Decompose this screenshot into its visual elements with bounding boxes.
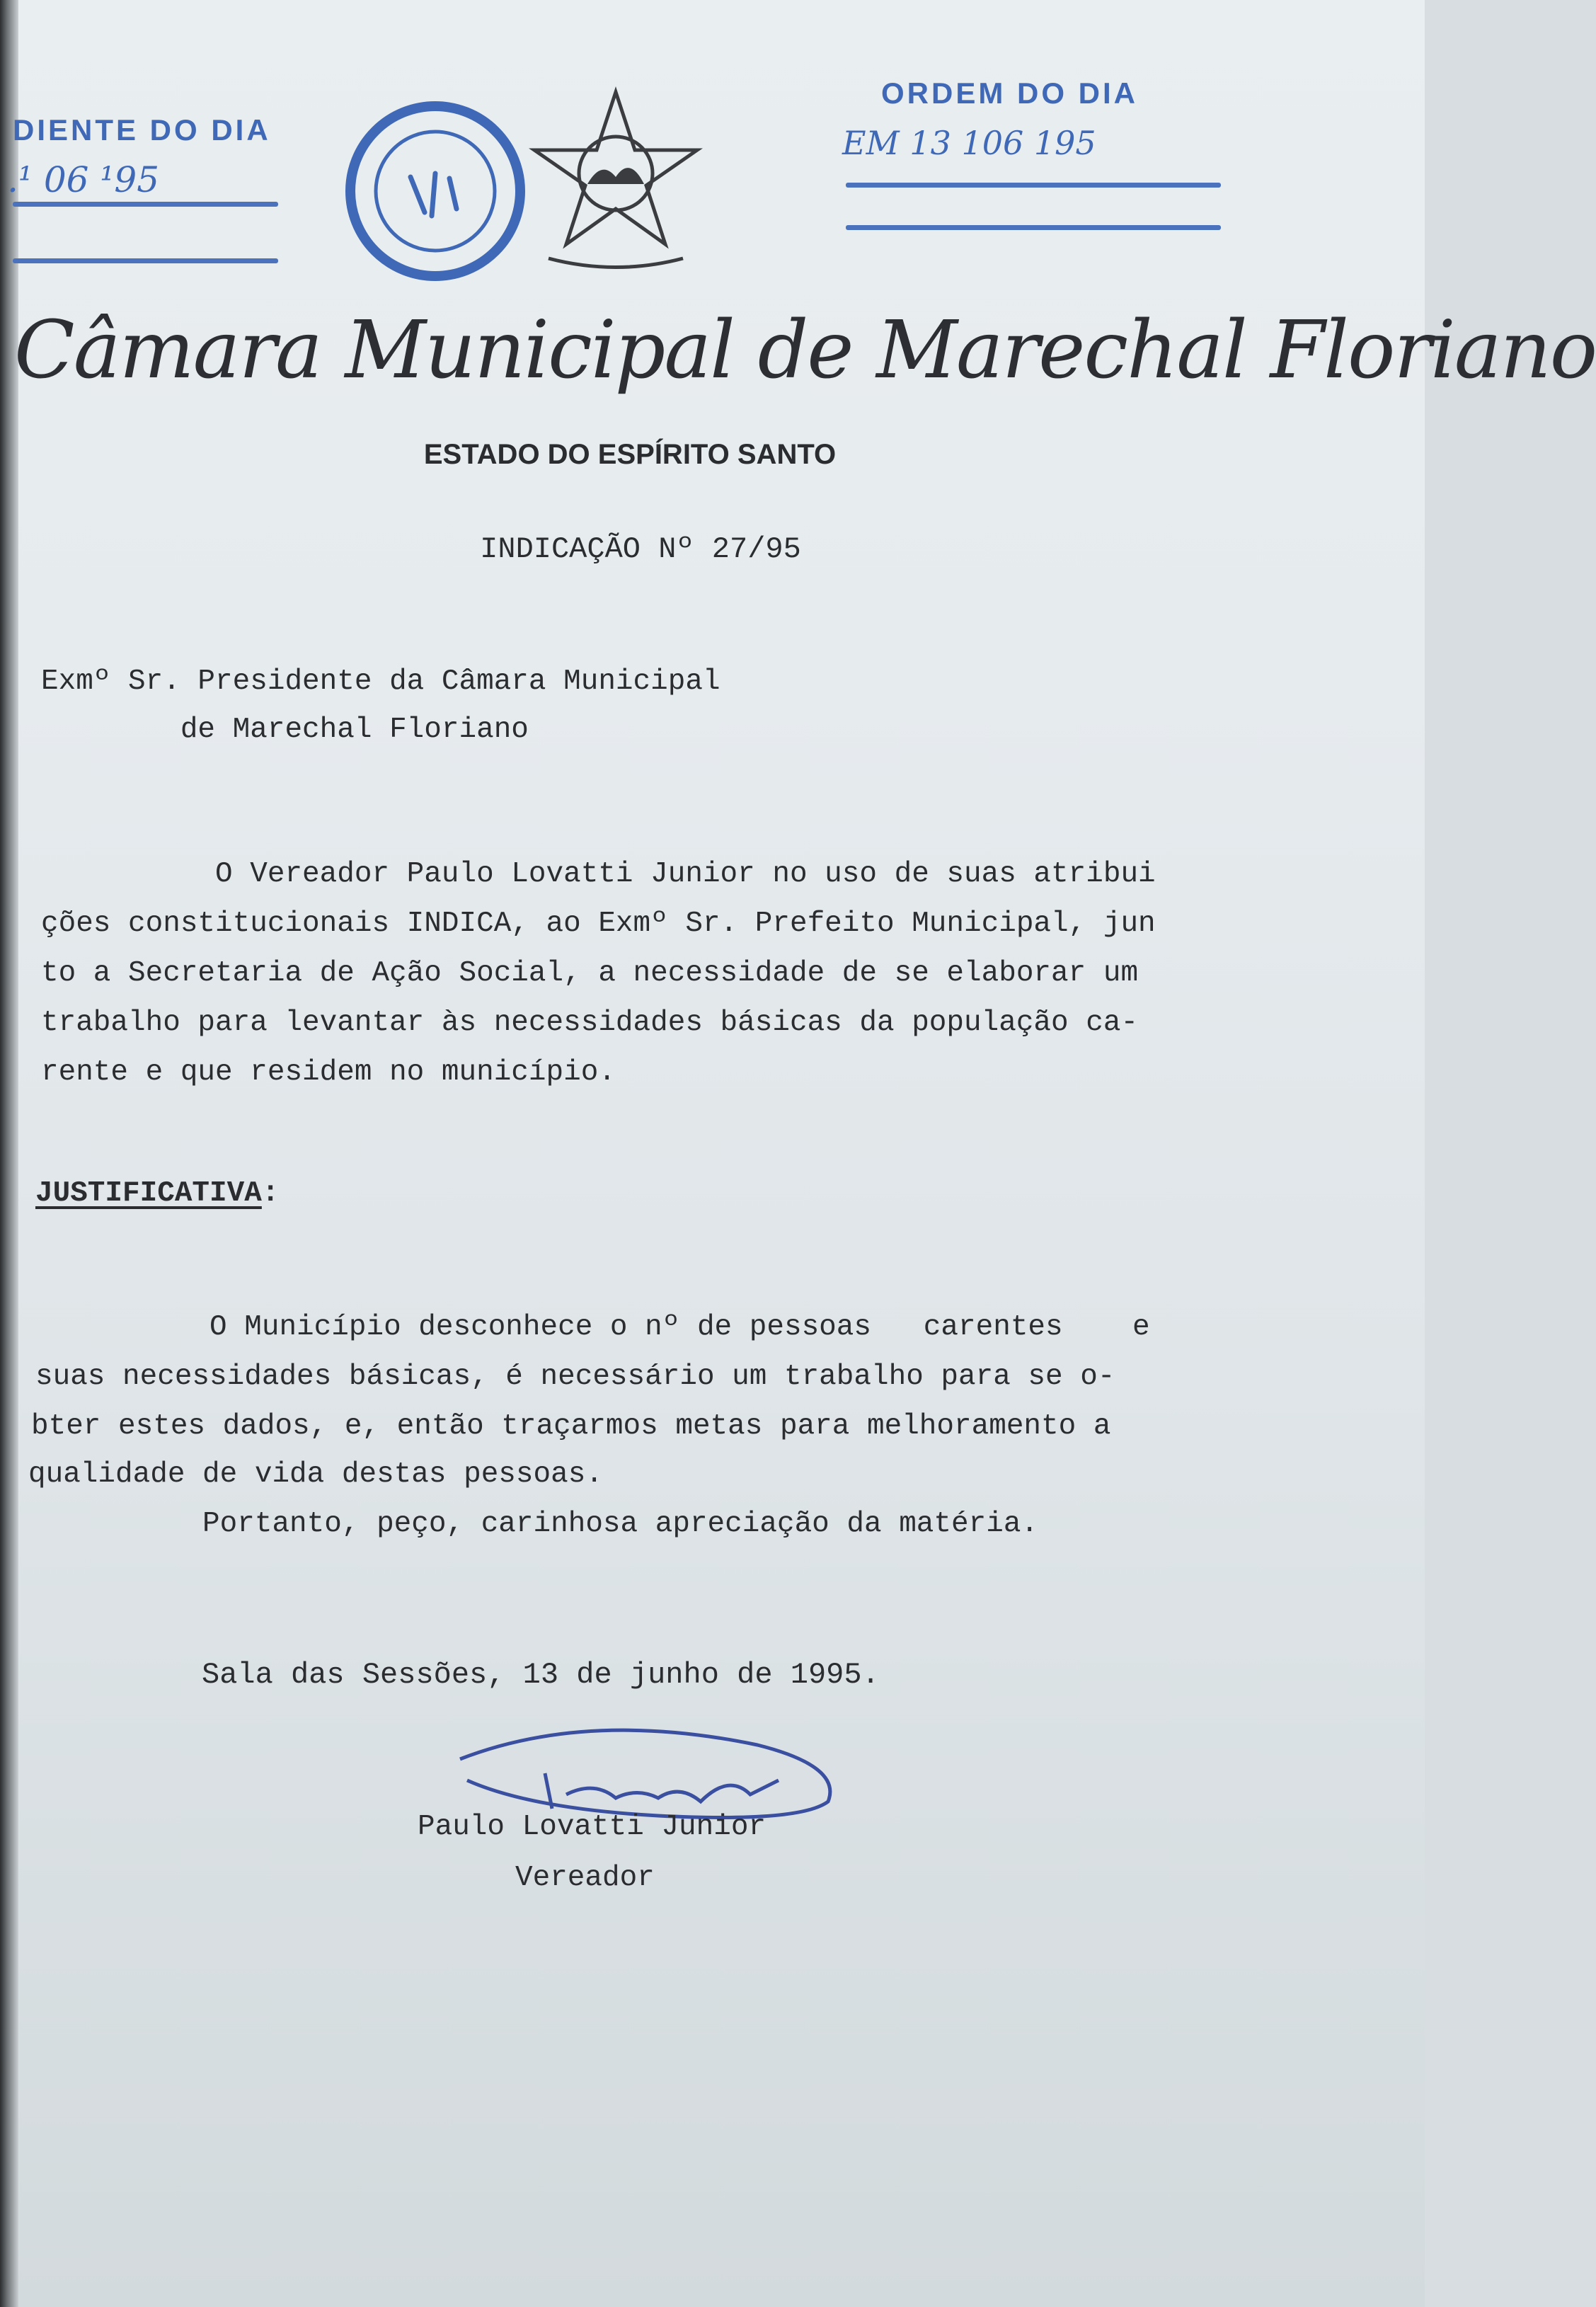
stamp-underline xyxy=(846,183,1221,188)
body-line: ções constitucionais INDICA, ao Exmº Sr. Prefeito Municipal, jun xyxy=(41,908,1156,940)
body-line: rente e que residem no município. xyxy=(41,1056,616,1089)
justification-line: Portanto, peço, carinhosa apreciação da matéria. xyxy=(28,1508,1039,1540)
body-line: to a Secretaria de Ação Social, a necessidade de se elaborar um xyxy=(41,957,1139,990)
letterhead-title: Câmara Municipal de Marechal Floriano xyxy=(14,304,1596,396)
stamp-underline xyxy=(13,258,278,263)
expediente-stamp-label: DIENTE DO DIA xyxy=(13,113,271,147)
justification-line: suas necessidades básicas, é necessário um trabalho para se o- xyxy=(35,1361,1115,1393)
justification-line: qualidade de vida destas pessoas. xyxy=(28,1458,603,1491)
signer-name: Paulo Lovatti Junior xyxy=(418,1811,767,1843)
closing-date-line: Sala das Sessões, 13 de junho de 1995. xyxy=(202,1658,880,1692)
justification-heading: JUSTIFICATIVA: xyxy=(35,1177,280,1210)
signer-role: Vereador xyxy=(515,1862,655,1894)
body-line: trabalho para levantar às necessidades básicas da população ca- xyxy=(41,1007,1139,1039)
expediente-stamp-date: .¹ 06 ¹95 xyxy=(7,159,160,200)
letterhead-state: ESTADO DO ESPÍRITO SANTO xyxy=(423,439,837,470)
justification-line: bter estes dados, e, então traçarmos metas para melhoramento a xyxy=(31,1410,1111,1443)
camara-round-seal xyxy=(343,99,527,283)
document-title: INDICAÇÃO Nº 27/95 xyxy=(480,532,801,566)
stamp-underline xyxy=(13,202,278,207)
justification-line: O Município desconhece o nº de pessoas carentes e xyxy=(35,1311,1150,1344)
state-coat-of-arms xyxy=(527,85,704,276)
stamp-underline xyxy=(846,225,1221,230)
addressee-line: Exmº Sr. Presidente da Câmara Municipal xyxy=(41,665,721,698)
ordem-do-dia-stamp-label: ORDEM DO DIA xyxy=(881,76,1138,110)
body-line: O Vereador Paulo Lovatti Junior no uso de suas atribui xyxy=(41,858,1156,891)
ordem-do-dia-stamp-date: EM 13 106 195 xyxy=(842,124,1096,162)
addressee-line: de Marechal Floriano xyxy=(41,714,529,746)
